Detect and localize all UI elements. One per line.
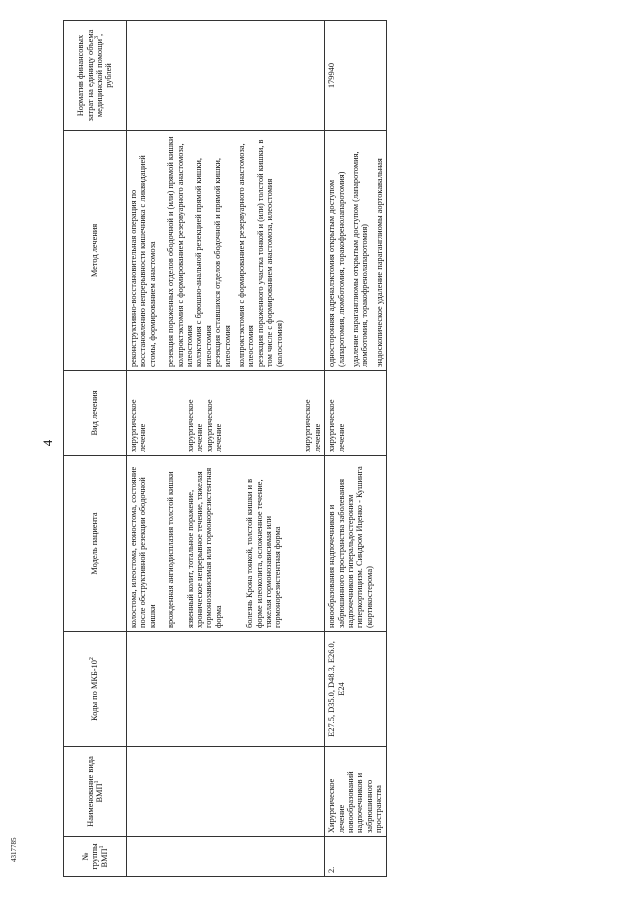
cell-group-no — [127, 837, 325, 877]
treatment-type-text: хирургическое лечение — [303, 399, 322, 452]
cell-icd: E27.5, D35.0, D48.3, E26.0, E24 — [325, 632, 387, 747]
cell-method — [127, 131, 325, 371]
method-text: резекция оставшихся отделов ободочной и прямой кишки, илеостомия — [213, 157, 232, 367]
model-text: болезнь Крона тонкой, толстой кишки и в форме илеоколита, осложненное течение, тяжелая гормонозависимая или гормонорезистентная форма — [245, 478, 283, 628]
cell-model: новообразования надпочечников и забрюшинного пространства заболевания надпочечников гиперальдостеронизм гиперкортицизм. Синдром Иценко - Кушинга (кортикостерома) — [325, 456, 387, 632]
cell-icd — [127, 632, 325, 747]
page-number: 4 — [40, 439, 55, 447]
table-row — [325, 21, 387, 877]
header-treatment-type: Вид лечения — [64, 371, 127, 456]
vmp-table — [63, 20, 387, 877]
model-text: колостома, илеостома, еюностома, состояние после обструктивной резекции ободочной кишки — [129, 466, 157, 628]
treatment-type-text: хирургическое лечение — [204, 399, 224, 452]
model-text: язвенный колит, тотальное поражение, хроническое непрерывное течение, тяжелая гормонозависимая или гормонорезистентная форма — [185, 467, 223, 628]
method-text: колпроктэктомия с формированием резервуарного анастомоза, илеостомия — [175, 143, 195, 367]
model-text: врожденная ангиодисплазия толстой кишки — [166, 471, 176, 628]
cell-cost: 179940 — [325, 21, 387, 131]
method-text: реконструктивно-восстановительная операция по восстановлению непрерывности кишечника с ликвидацией стомы, формированием анастомоза — [129, 155, 157, 367]
rotated-table-container — [63, 21, 584, 877]
header-method: Метод лечения — [64, 131, 127, 371]
method-text: колэктомия с брюшно-анальной резекцией прямой кишки, илеостомия — [194, 157, 213, 367]
document-code: 4317785 — [10, 837, 18, 862]
cell-group-no: 2. — [325, 837, 387, 877]
method-text: резекция пораженных отделов ободочной и (или) прямой кишки — [166, 136, 176, 367]
treatment-type-text: хирургическое лечение — [129, 399, 148, 452]
cell-treatment-type — [127, 371, 325, 456]
method-text: эндоскопическое удаление параганглиомы аортокавальная — [374, 158, 384, 367]
header-cost: Норматив финансовых затрат на единицу объема медицинской помощи$^3$, рублей — [64, 21, 127, 131]
cell-method — [325, 131, 387, 371]
header-icd: Коды по МКБ-$10^2$ — [64, 632, 127, 747]
cell-model — [127, 456, 325, 632]
method-text: удаление параганглиомы открытым доступом (лапаротомия, люмботомия, торакофренолапаротомия) — [351, 151, 370, 367]
table-row — [127, 21, 325, 877]
table-header-row — [64, 21, 127, 877]
method-text: колпроктэктомия с формированием резервуарного анастомоза, илеостомия — [237, 143, 256, 367]
cell-cost — [127, 21, 325, 131]
cell-treatment-type: хирургическое лечение — [325, 371, 387, 456]
cell-name — [127, 747, 325, 837]
treatment-type-text: хирургическое лечение — [185, 399, 205, 452]
header-model: Модель пациента — [64, 456, 127, 632]
header-group-no: № группы ВМП$^1$ — [64, 837, 127, 877]
method-text: резекция пораженного участка тонкой и (или) толстой кишки, в том числе с формированием анастомоза, илеостомия (колостомия) — [255, 139, 284, 367]
header-name: Наименование вида ВМП$^1$ — [64, 747, 127, 837]
method-text: односторонняя адреналэктомия открытым доступом (лапаротомия, люмботомия, торакофренолапаротомия) — [327, 171, 346, 367]
cell-name: Хирургическое лечение новообразований надпочечников и забрюшинного пространства — [325, 747, 387, 837]
